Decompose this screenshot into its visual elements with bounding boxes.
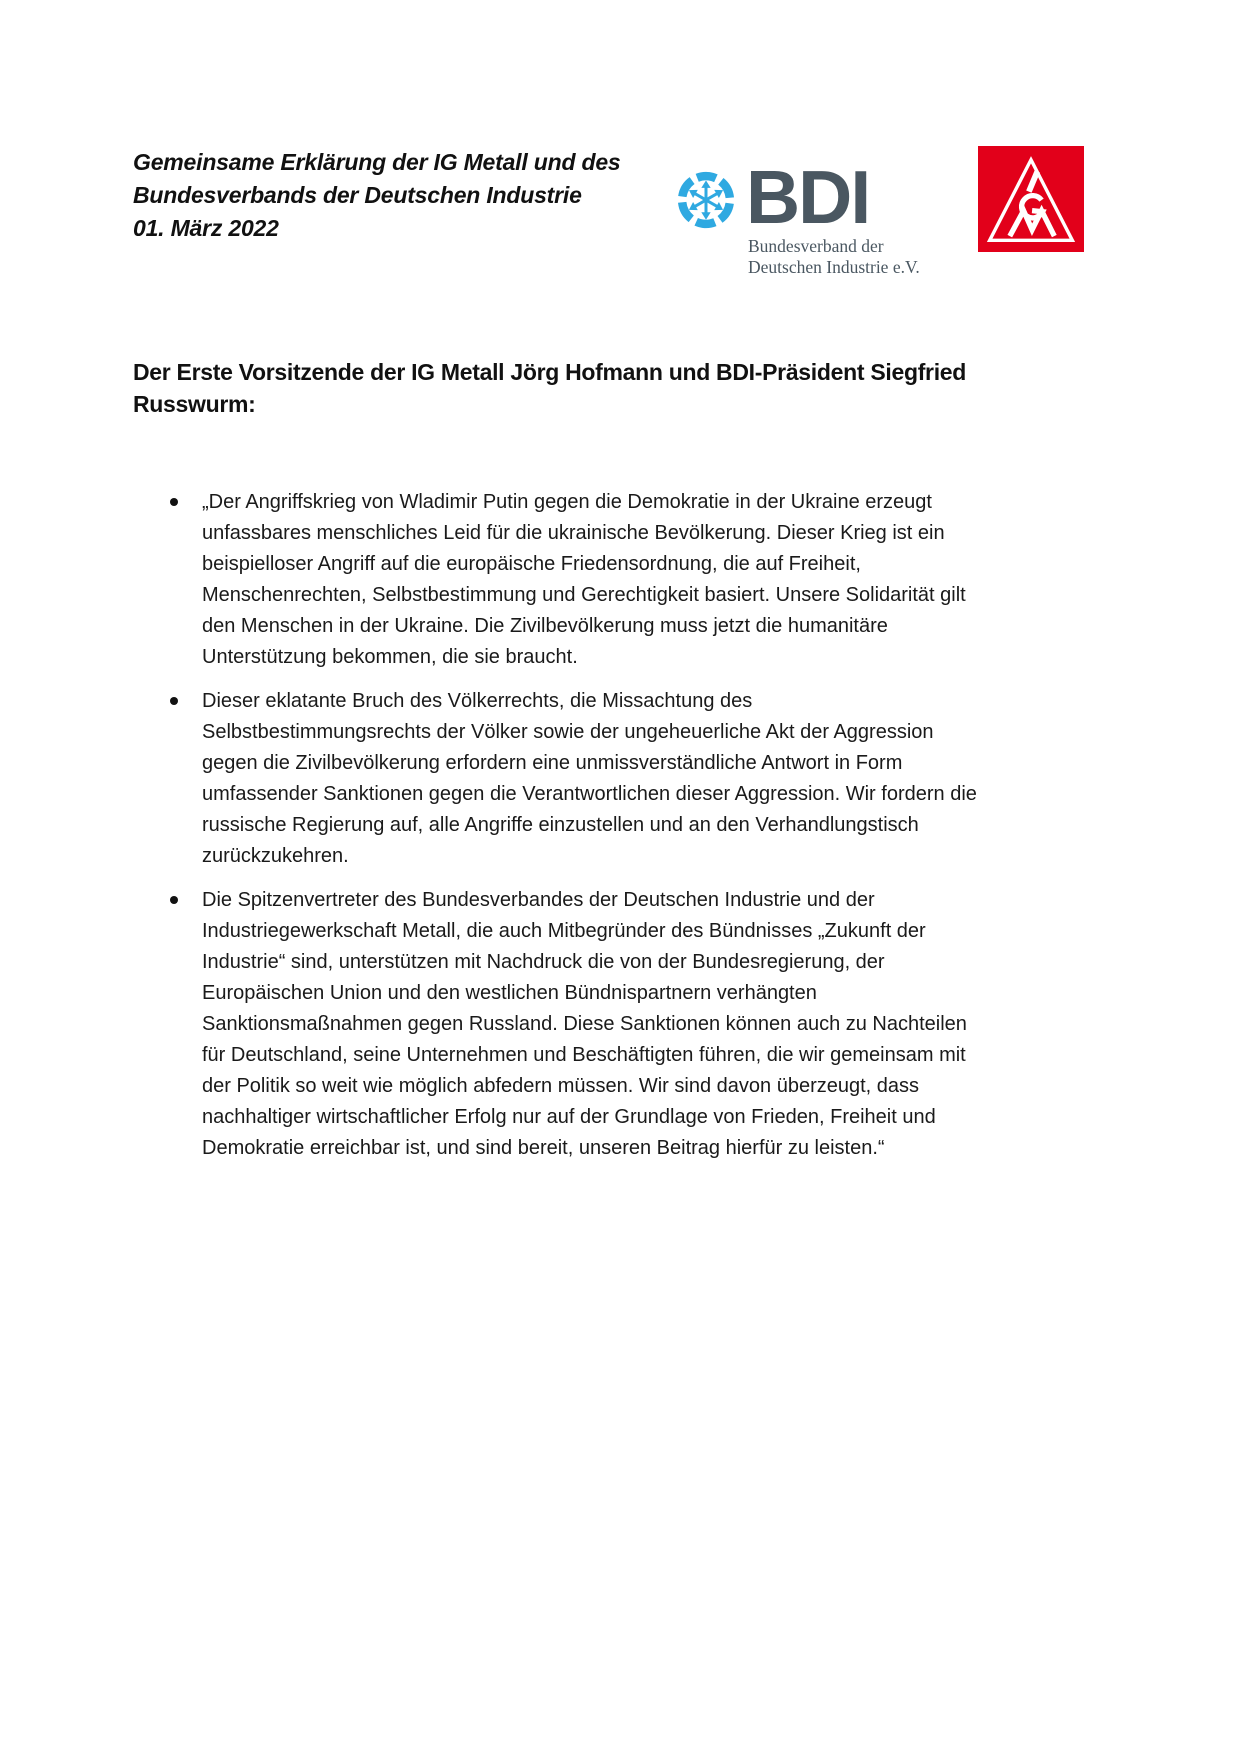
document-title-line-2: Bundesverbands der Deutschen Industrie (133, 182, 582, 208)
page-heading (133, 356, 1133, 420)
bullet-item-1 (168, 487, 980, 673)
bullet-item-2 (168, 686, 980, 872)
bullet-text-3: Die Spitzenvertreter des Bundesverbandes der Deutschen Industrie und der Industriegewerkschaft Metall, die auch Mitbegründer des Bündnisses „Zukunft der Industrie“ sind, unterstützen mit Nachdruck die von der Bundesregierung, der Europäischen Union und den westlichen Bündnispartnern verhängten Sanktionsmaßnahmen gegen Russland. Diese Sanktionen können auch zu Nachteilen für Deutschland, seine Unternehmen und Beschäftigten führen, die wir gemeinsam mit der Politik so weit wie möglich abfedern müssen. Wir sind davon überzeugt, dass nachhaltiger wirtschaftlicher Erfolg nur auf der Grundlage von Frieden, Freiheit und Demokratie erreichbar ist, und sind bereit, unseren Beitrag hierfür zu leisten.“ (202, 889, 967, 1159)
bdi-arrows-circle-icon (676, 170, 736, 230)
document-title (133, 146, 621, 245)
bdi-caption-line-1: Bundesverband der (748, 236, 884, 256)
bullet-dot (170, 498, 178, 506)
page-heading-line-1: Der Erste Vorsitzende der IG Metall Jörg Hofmann und BDI-Präsident Siegfried (133, 359, 967, 385)
bullet-text-2: Dieser eklatante Bruch des Völkerrechts, die Missachtung des Selbstbestimmungsrechts der Völker sowie der ungeheuerliche Akt der Aggression gegen die Zivilbevölkerung erfordern eine unmissverständliche Antwort in Form umfassender Sanktionen gegen die Verantwortlichen dieser Aggression. Wir fordern die russische Regierung auf, alle Angriffe einzustellen und an den Verhandlungstisch zurückzukehren. (202, 690, 977, 867)
bullet-dot (170, 896, 178, 904)
ig-metall-logo-icon (978, 146, 1084, 252)
bdi-caption (748, 236, 920, 278)
bullet-item-3 (168, 885, 980, 1164)
bdi-wordmark: BDI (746, 155, 870, 239)
statement-bullet-list (168, 487, 980, 1177)
bdi-logo (676, 155, 976, 280)
page-heading-line-2: Russwurm: (133, 391, 256, 417)
document-title-line-3: 01. März 2022 (133, 215, 279, 241)
bullet-text-1: „Der Angriffskrieg von Wladimir Putin gegen die Demokratie in der Ukraine erzeugt unfassbares menschliches Leid für die ukrainische Bevölkerung. Dieser Krieg ist ein beispielloser Angriff auf die europäische Friedensordnung, die auf Freiheit, Menschenrechten, Selbstbestimmung und Gerechtigkeit basiert. Unsere Solidarität gilt den Menschen in der Ukraine. Die Zivilbevölkerung muss jetzt die humanitäre Unterstützung bekommen, die sie braucht. (202, 491, 966, 668)
bdi-caption-line-2: Deutschen Industrie e.V. (748, 257, 920, 277)
document-title-line-1: Gemeinsame Erklärung der IG Metall und des (133, 149, 621, 175)
bullet-dot (170, 697, 178, 705)
